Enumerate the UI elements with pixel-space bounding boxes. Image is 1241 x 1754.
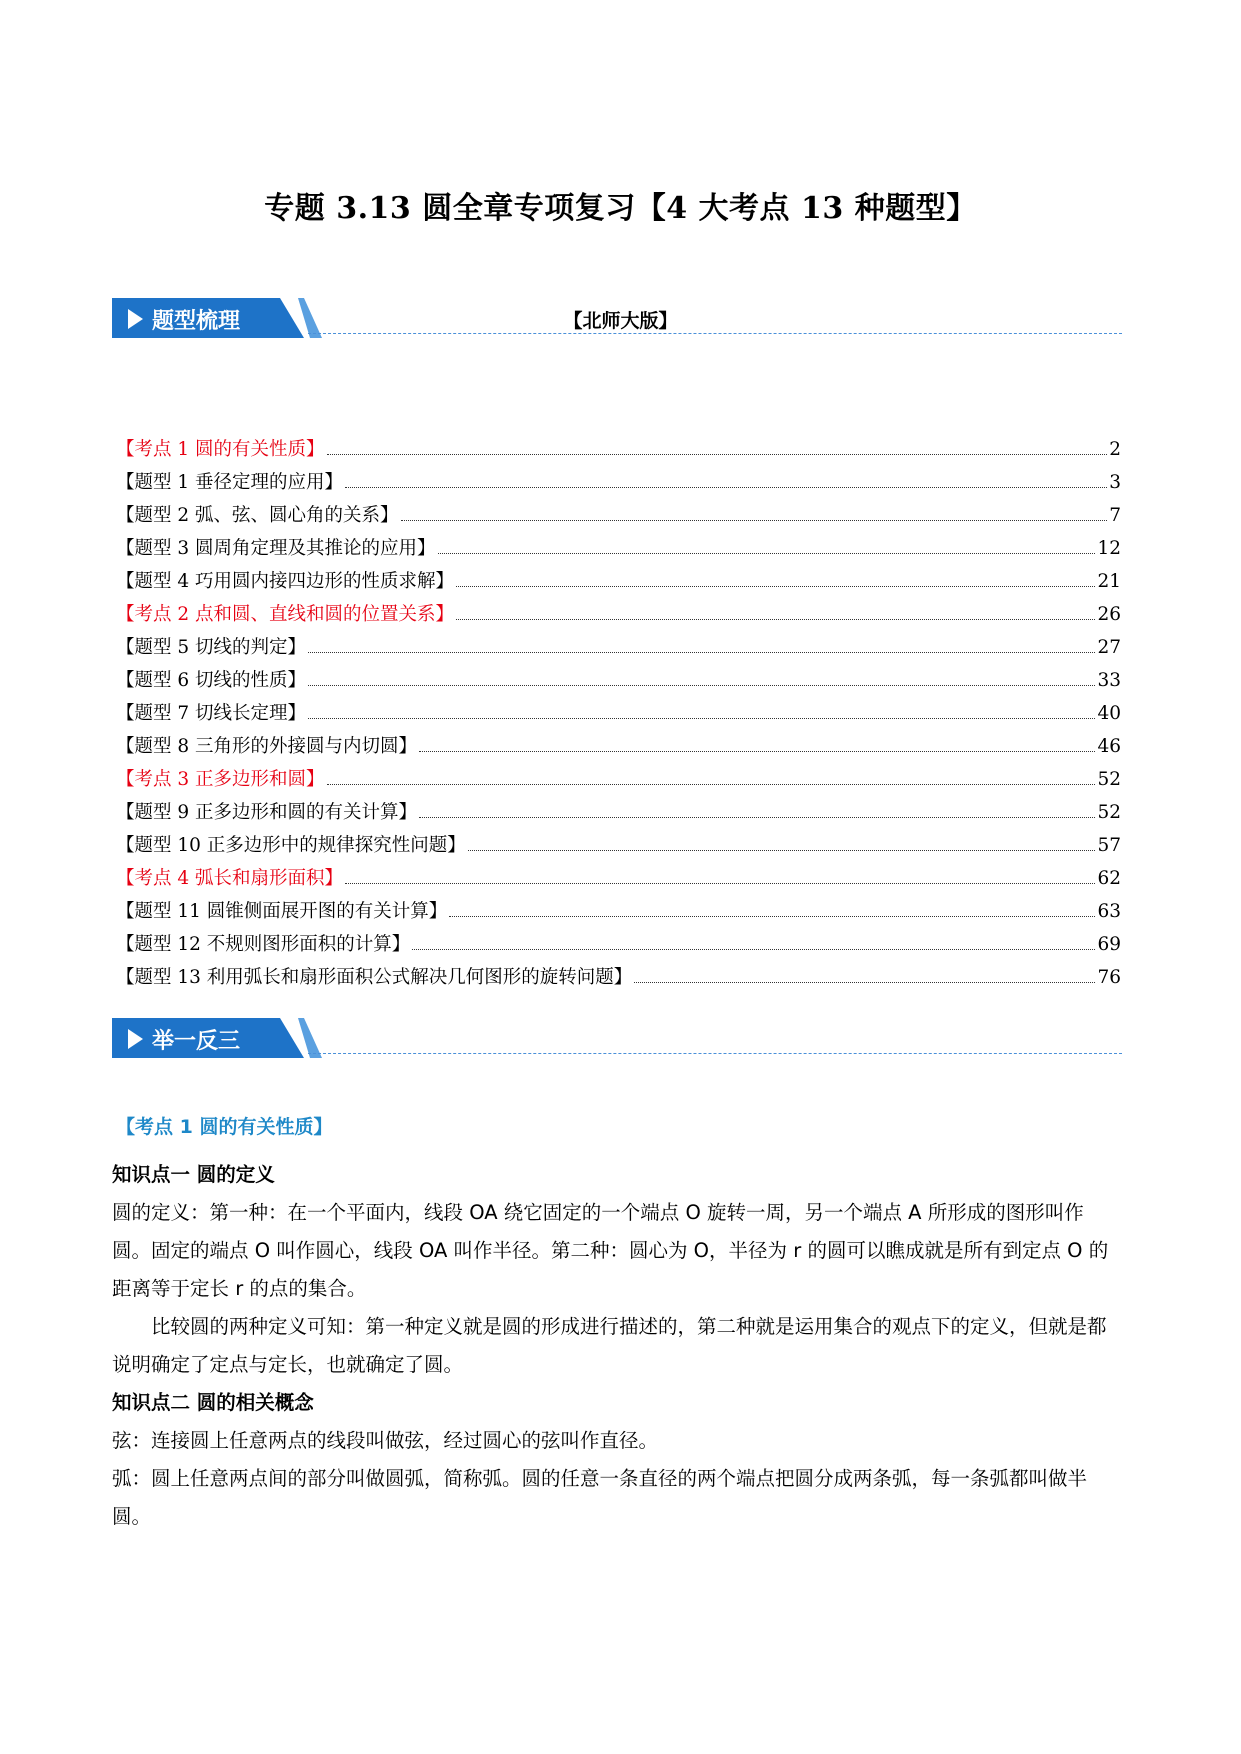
toc-entry-title: 【题型 5 切线的判定】 bbox=[116, 637, 307, 658]
toc-entry[interactable] bbox=[116, 435, 1121, 468]
toc-leader-dots bbox=[345, 487, 1107, 488]
toc-leader-dots bbox=[308, 718, 1095, 719]
toc-entry-title: 【题型 6 切线的性质】 bbox=[116, 670, 307, 691]
toc-page-number: 52 bbox=[1097, 769, 1121, 790]
toc-page-number: 33 bbox=[1097, 670, 1121, 691]
toc-page-number: 63 bbox=[1097, 901, 1121, 922]
toc-leader-dots bbox=[412, 949, 1095, 950]
toc-entry-title: 【题型 9 正多边形和圆的有关计算】 bbox=[116, 802, 418, 823]
toc-entry-title: 【考点 4 弧长和扇形面积】 bbox=[116, 868, 344, 889]
toc-entry-title: 【考点 2 点和圆、直线和圆的位置关系】 bbox=[116, 604, 455, 625]
toc-page-number: 26 bbox=[1097, 604, 1121, 625]
document-title: 专题 3.13 圆全章专项复习【4 大考点 13 种题型】 bbox=[264, 191, 977, 226]
toc-leader-dots bbox=[438, 553, 1096, 554]
toc-entry[interactable] bbox=[116, 666, 1121, 699]
toc-entry[interactable] bbox=[116, 798, 1121, 831]
knowledge-point-heading: 知识点一 圆的定义 bbox=[112, 1163, 275, 1186]
toc-leader-dots bbox=[401, 520, 1108, 521]
toc-leader-dots bbox=[456, 619, 1095, 620]
toc-entry[interactable] bbox=[116, 765, 1121, 798]
toc-entry[interactable] bbox=[116, 699, 1121, 732]
table-of-contents bbox=[116, 435, 1121, 996]
toc-entry[interactable] bbox=[116, 963, 1121, 996]
toc-page-number: 46 bbox=[1097, 736, 1121, 757]
toc-entry[interactable] bbox=[116, 534, 1121, 567]
toc-entry-title: 【考点 3 正多边形和圆】 bbox=[116, 769, 325, 790]
toc-page-number: 2 bbox=[1109, 439, 1121, 460]
toc-entry-title: 【题型 4 巧用圆内接四边形的性质求解】 bbox=[116, 571, 455, 592]
toc-leader-dots bbox=[419, 817, 1095, 818]
toc-entry[interactable] bbox=[116, 930, 1121, 963]
toc-entry[interactable] bbox=[116, 864, 1121, 897]
toc-entry-title: 【考点 1 圆的有关性质】 bbox=[116, 439, 325, 460]
toc-entry[interactable] bbox=[116, 501, 1121, 534]
banner-tab-edge bbox=[298, 298, 322, 338]
toc-entry-title: 【题型 7 切线长定理】 bbox=[116, 703, 307, 724]
toc-entry-title: 【题型 1 垂径定理的应用】 bbox=[116, 472, 344, 493]
knowledge-block bbox=[112, 1156, 1122, 1536]
toc-page-number: 40 bbox=[1097, 703, 1121, 724]
knowledge-point-heading: 知识点二 圆的相关概念 bbox=[112, 1391, 314, 1414]
banner-label: 题型梳理 bbox=[152, 309, 241, 334]
toc-entry-title: 【题型 11 圆锥侧面展开图的有关计算】 bbox=[116, 901, 448, 922]
toc-entry-title: 【题型 13 利用弧长和扇形面积公式解决几何图形的旋转问题】 bbox=[116, 967, 633, 988]
toc-leader-dots bbox=[468, 850, 1096, 851]
toc-entry[interactable] bbox=[116, 468, 1121, 501]
toc-entry-title: 【题型 3 圆周角定理及其推论的应用】 bbox=[116, 538, 436, 559]
toc-leader-dots bbox=[308, 685, 1095, 686]
banner-tab-edge bbox=[298, 1018, 322, 1058]
toc-leader-dots bbox=[456, 586, 1095, 587]
toc-leader-dots bbox=[419, 751, 1095, 752]
paragraph: 弦：连接圆上任意两点的线段叫做弦，经过圆心的弦叫作直径。 bbox=[112, 1429, 659, 1452]
toc-entry-title: 【题型 12 不规则图形面积的计算】 bbox=[116, 934, 411, 955]
toc-entry-title: 【题型 8 三角形的外接圆与内切圆】 bbox=[116, 736, 418, 757]
paragraph: 比较圆的两种定义可知：第一种定义就是圆的形成进行描述的，第二种就是运用集合的观点下的定义，但就是都说明确定了定点与定长，也就确定了圆。 bbox=[112, 1315, 1107, 1376]
toc-page-number: 3 bbox=[1109, 472, 1121, 493]
toc-entry-title: 【题型 2 弧、弦、圆心角的关系】 bbox=[116, 505, 399, 526]
toc-entry[interactable] bbox=[116, 831, 1121, 864]
toc-entry[interactable] bbox=[116, 567, 1121, 600]
toc-page-number: 7 bbox=[1109, 505, 1121, 526]
toc-entry[interactable] bbox=[116, 633, 1121, 666]
banner-dashed-line bbox=[308, 333, 1122, 334]
toc-page-number: 27 bbox=[1097, 637, 1121, 658]
toc-leader-dots bbox=[327, 784, 1096, 785]
play-arrow-icon bbox=[128, 1029, 143, 1049]
toc-leader-dots bbox=[345, 883, 1095, 884]
toc-page-number: 69 bbox=[1097, 934, 1121, 955]
toc-page-number: 12 bbox=[1097, 538, 1121, 559]
paragraph: 弧：圆上任意两点间的部分叫做圆弧，简称弧。圆的任意一条直径的两个端点把圆分成两条弧，每一条弧都叫做半圆。 bbox=[112, 1467, 1088, 1528]
banner-examples bbox=[112, 1018, 1122, 1060]
toc-page-number: 62 bbox=[1097, 868, 1121, 889]
toc-page-number: 76 bbox=[1097, 967, 1121, 988]
toc-entry[interactable] bbox=[116, 732, 1121, 765]
toc-entry-title: 【题型 10 正多边形中的规律探究性问题】 bbox=[116, 835, 466, 856]
banner-question-types bbox=[112, 298, 1122, 340]
paragraph: 圆的定义：第一种：在一个平面内，线段 OA 绕它固定的一个端点 O 旋转一周，另一个端点 A 所形成的图形叫作圆。固定的端点 O 叫作圆心，线段 OA 叫作半径。第二种：圆心为 O，半径为 r 的圆可以瞧成就是所有到定点 O 的距离等于定长 r 的点的集合。 bbox=[112, 1201, 1109, 1300]
edition-label: 【北师大版】 bbox=[563, 310, 678, 332]
toc-leader-dots bbox=[449, 916, 1095, 917]
toc-page-number: 21 bbox=[1097, 571, 1121, 592]
toc-leader-dots bbox=[327, 454, 1108, 455]
toc-leader-dots bbox=[634, 982, 1095, 983]
banner-label: 举一反三 bbox=[152, 1029, 241, 1054]
toc-page-number: 57 bbox=[1097, 835, 1121, 856]
banner-dashed-line bbox=[308, 1053, 1122, 1054]
section-heading: 【考点 1 圆的有关性质】 bbox=[116, 1116, 333, 1138]
toc-entry[interactable] bbox=[116, 897, 1121, 930]
toc-entry[interactable] bbox=[116, 600, 1121, 633]
toc-leader-dots bbox=[308, 652, 1095, 653]
toc-page-number: 52 bbox=[1097, 802, 1121, 823]
play-arrow-icon bbox=[128, 309, 143, 329]
